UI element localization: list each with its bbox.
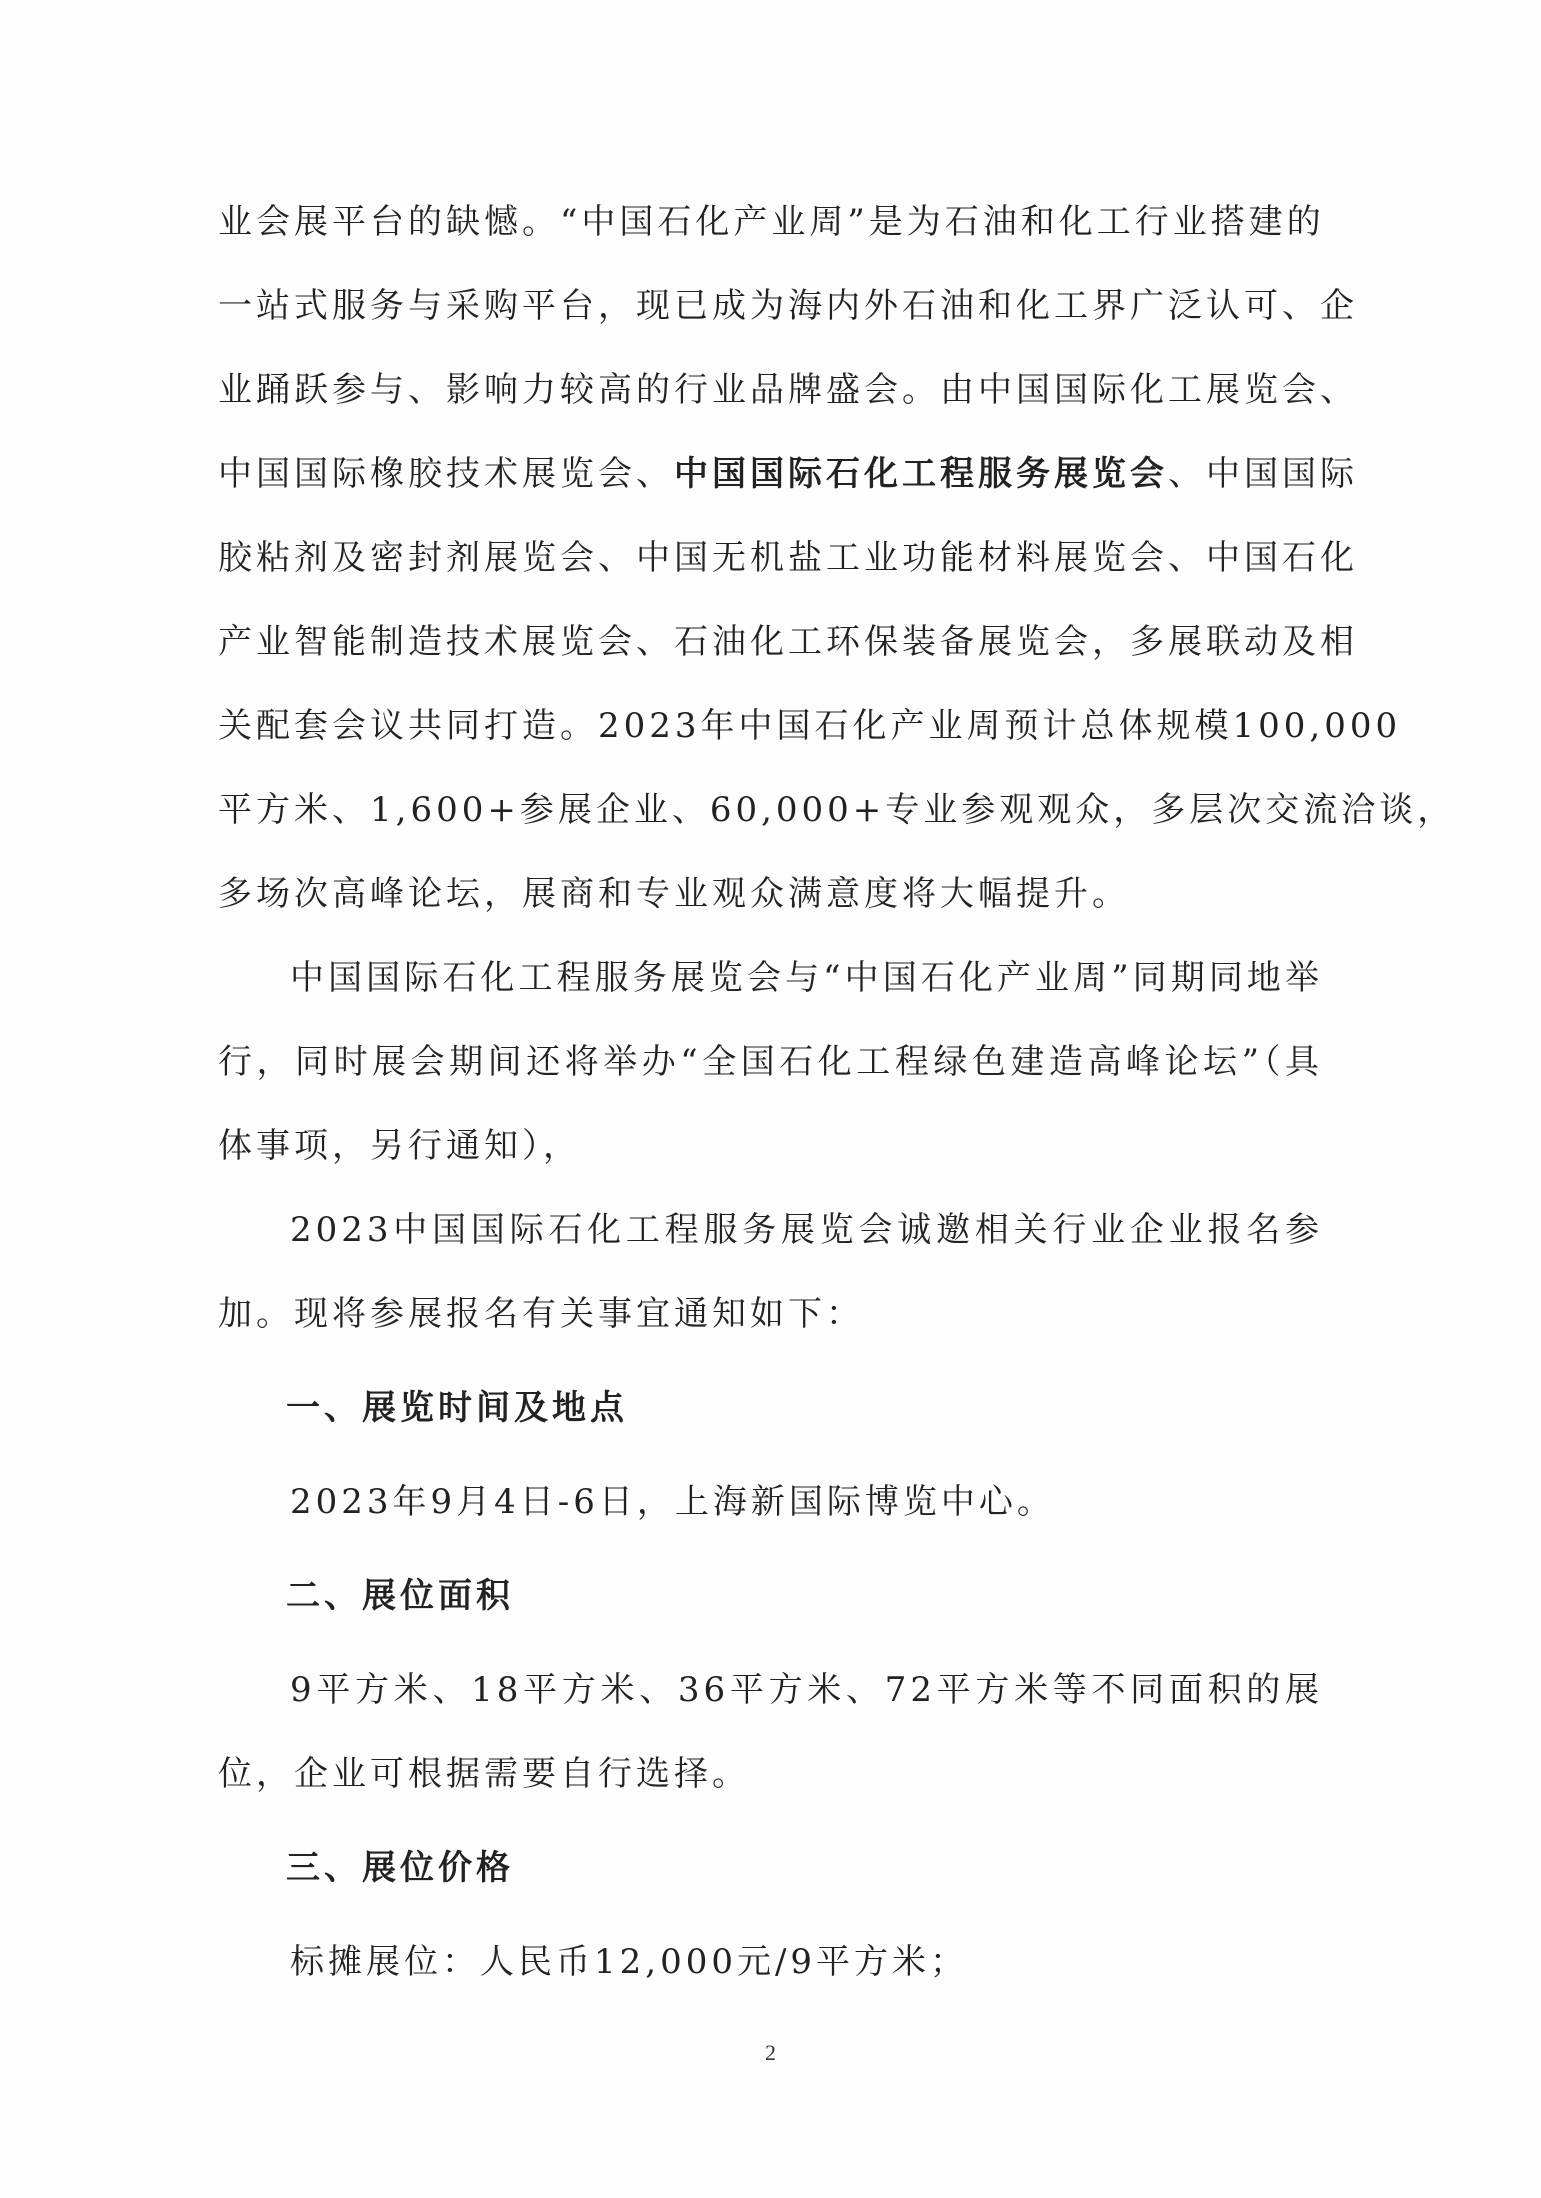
section-heading-time-location: 一、展览时间及地点 (286, 1388, 628, 1428)
text-segment: 中国国际橡胶技术展览会、 (218, 454, 674, 494)
document-body (218, 180, 1456, 2004)
paragraph-booth-area: 9平方米、18平方米、36平方米、72平方米等不同面积的展位，企业可根据需要自行选择。 (218, 1670, 1323, 1794)
paragraph-intro (218, 180, 1456, 936)
text-line: 胶粘剂及密封剂展览会、中国无机盐工业功能材料展览会、中国石化 (218, 538, 1358, 578)
text-line (218, 432, 1358, 516)
paragraph-invitation: 2023中国国际石化工程服务展览会诚邀相关行业企业报名参加。现将参展报名有关事宜通知如下： (218, 1210, 1323, 1334)
section-heading-booth-area: 二、展位面积 (286, 1576, 514, 1616)
paragraph-time-location: 2023年9月4日-6日，上海新国际博览中心。 (290, 1482, 1055, 1522)
paragraph-concurrent-event: 中国国际石化工程服务展览会与“中国石化产业周”同期同地举行，同时展会期间还将举办“全国石化工程绿色建造高峰论坛”（具体事项，另行通知）， (218, 958, 1323, 1166)
text-segment: 、中国国际 (1168, 454, 1358, 494)
text-line: 关配套会议共同打造。2023年中国石化产业周预计总体规模100,000 (218, 706, 1402, 746)
paragraph-standard-booth-price: 标摊展位：人民币12,000元/9平方米； (290, 1942, 969, 1982)
exhibition-name-highlight: 中国国际石化工程服务展览会 (674, 454, 1168, 494)
text-line: 平方米、1,600+参展企业、60,000+专业参观观众，多层次交流洽谈， (218, 790, 1456, 830)
text-line: 一站式服务与采购平台，现已成为海内外石油和化工界广泛认可、企 (218, 286, 1358, 326)
text-line: 产业智能制造技术展览会、石油化工环保装备展览会，多展联动及相 (218, 622, 1358, 662)
text-line: 业踊跃参与、影响力较高的行业品牌盛会。由中国国际化工展览会、 (218, 370, 1358, 410)
text-line: 业会展平台的缺憾。“中国石化产业周”是为石油和化工行业搭建的 (218, 202, 1325, 242)
text-line: 多场次高峰论坛，展商和专业观众满意度将大幅提升。 (218, 874, 1130, 914)
section-heading-booth-price: 三、展位价格 (286, 1848, 514, 1888)
page-number: 2 (765, 2040, 776, 2065)
